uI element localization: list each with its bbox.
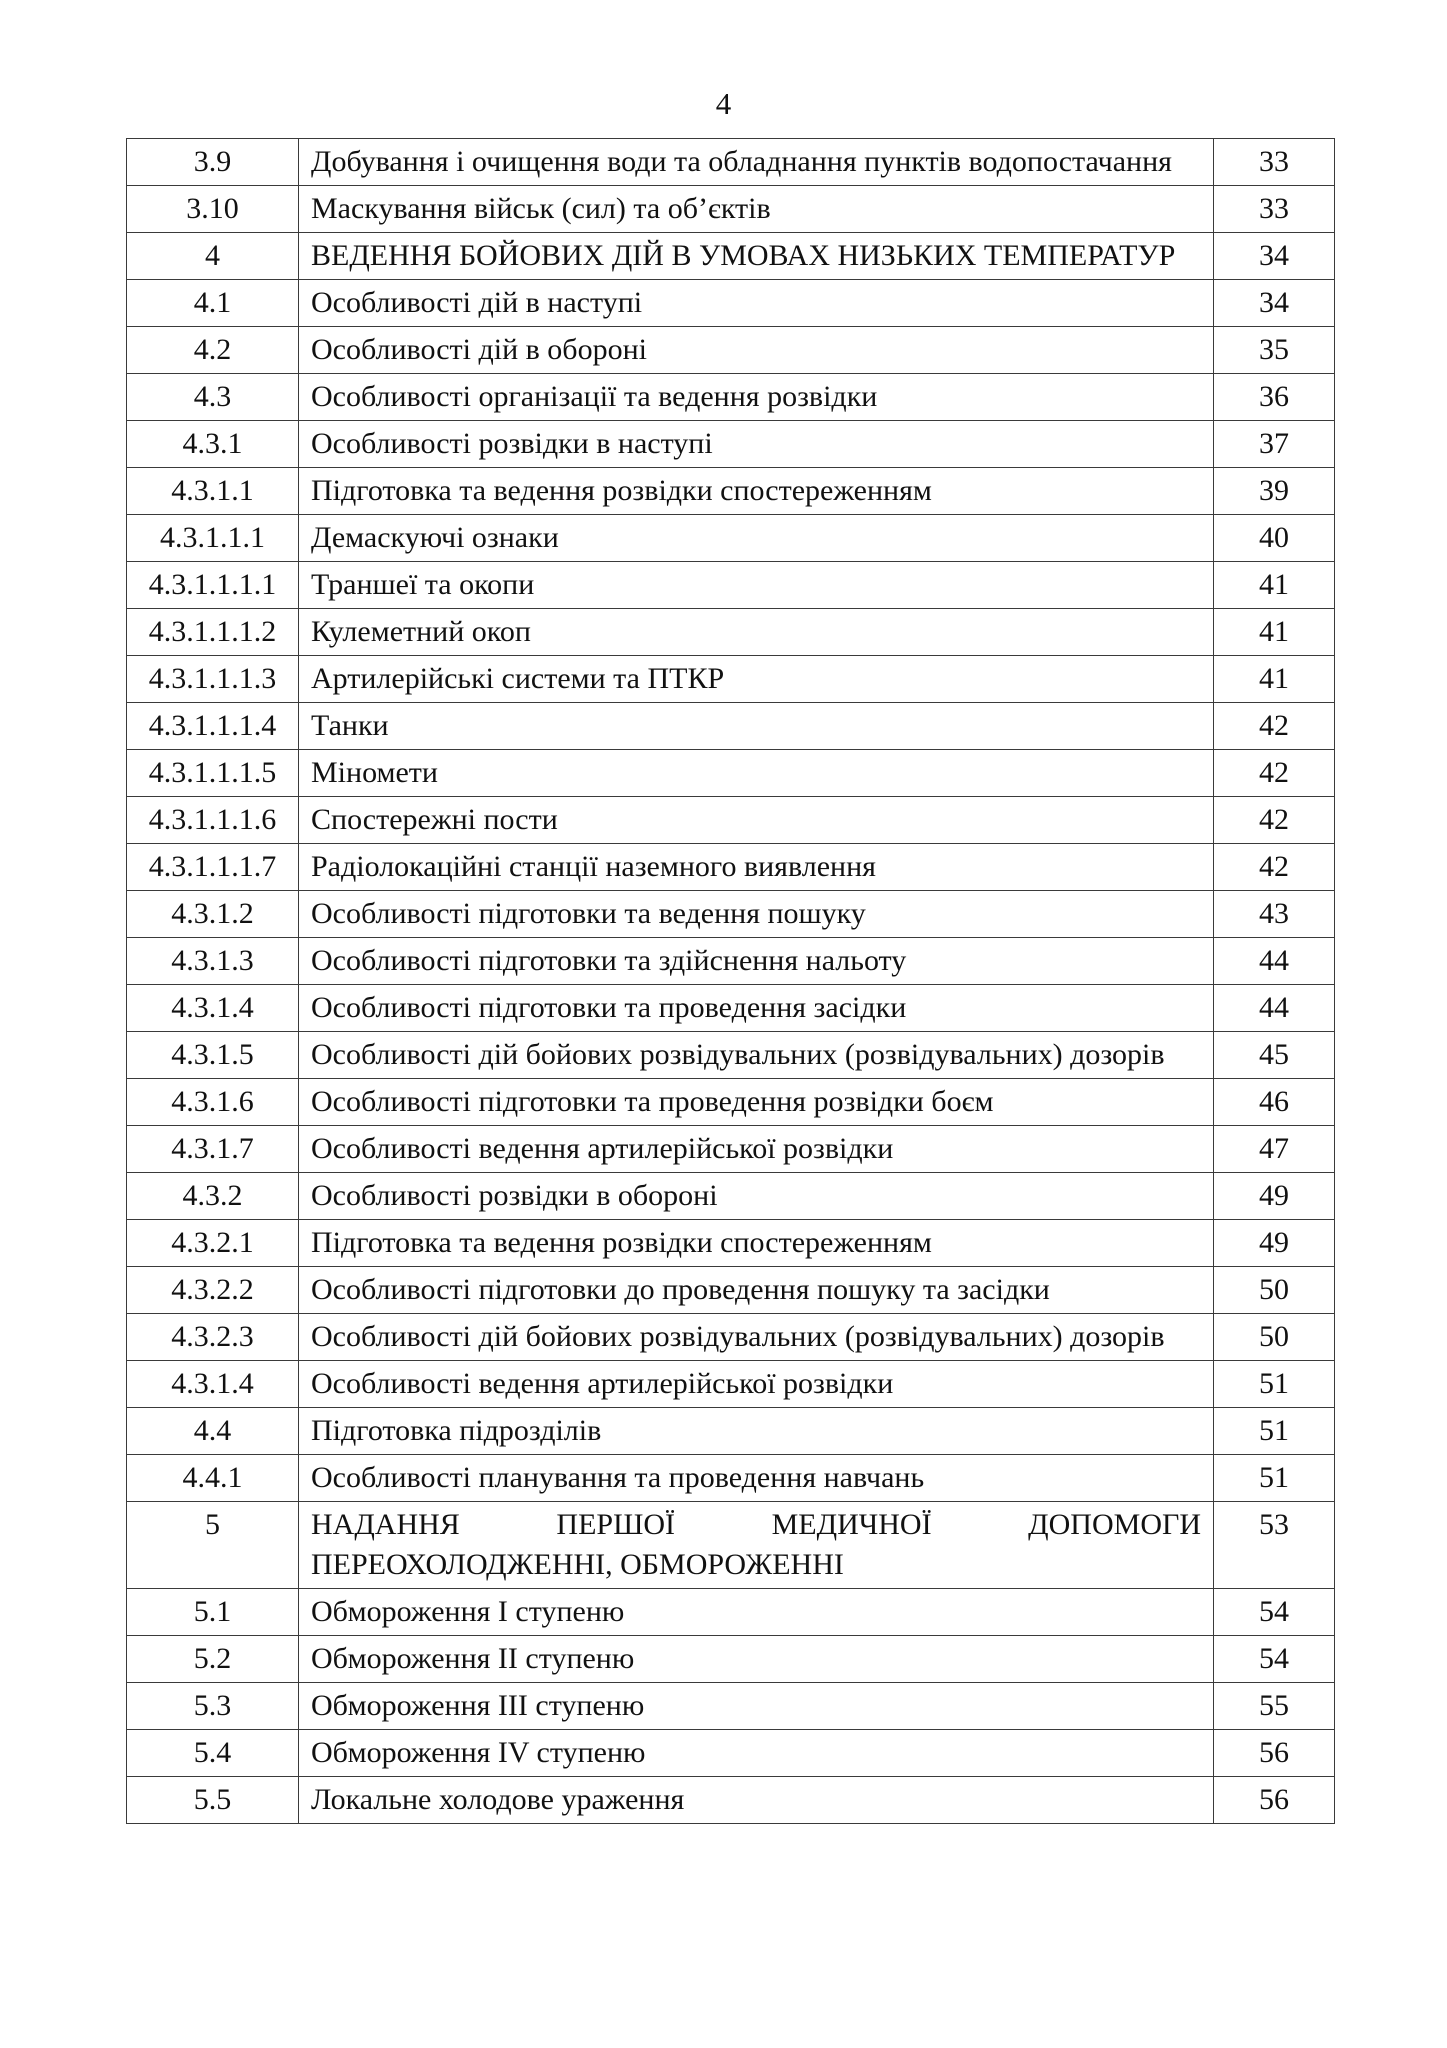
toc-row [127,515,1335,562]
section-title: НАДАННЯ ПЕРШОЇ МЕДИЧНОЇ ДОПОМОГИ ПЕРЕОХОЛОДЖЕННІ, ОБМОРОЖЕННІ [299,1502,1214,1589]
section-number: 4 [127,233,299,280]
toc-row [127,1361,1335,1408]
section-number: 4.3.1 [127,421,299,468]
section-title: Особливості підготовки до проведення пошуку та засідки [299,1267,1214,1314]
toc-row [127,1502,1335,1589]
section-title: Особливості дій бойових розвідувальних (розвідувальних) дозорів [299,1314,1214,1361]
page-ref: 45 [1214,1032,1335,1079]
section-number: 3.9 [127,139,299,186]
section-number: 4.3.1.1.1.6 [127,797,299,844]
toc-row [127,1126,1335,1173]
toc-row [127,1220,1335,1267]
toc-row [127,1777,1335,1824]
section-number: 4.3.1.4 [127,1361,299,1408]
section-title: Особливості організації та ведення розвідки [299,374,1214,421]
page-ref: 42 [1214,703,1335,750]
section-title: Особливості підготовки та проведення засідки [299,985,1214,1032]
section-number: 4.3.1.1.1.7 [127,844,299,891]
page-ref: 50 [1214,1314,1335,1361]
page-ref: 42 [1214,750,1335,797]
toc-row [127,327,1335,374]
section-number: 5.1 [127,1589,299,1636]
section-title: Добування і очищення води та обладнання пунктів водопостачання [299,139,1214,186]
section-title: Особливості розвідки в наступі [299,421,1214,468]
section-title: Артилерійські системи та ПТКР [299,656,1214,703]
section-title: Підготовка та ведення розвідки спостереженням [299,468,1214,515]
page-ref: 35 [1214,327,1335,374]
section-number: 4.3.1.1.1.5 [127,750,299,797]
page-ref: 33 [1214,186,1335,233]
table-of-contents [126,138,1335,1824]
page-ref: 42 [1214,844,1335,891]
section-number: 4.3.1.1.1 [127,515,299,562]
page-ref: 51 [1214,1361,1335,1408]
section-title: Локальне холодове ураження [299,1777,1214,1824]
section-number: 4.3.1.7 [127,1126,299,1173]
toc-row [127,891,1335,938]
toc-row [127,1079,1335,1126]
section-title: Обмороження ІІ ступеню [299,1636,1214,1683]
toc-row [127,750,1335,797]
section-title: Обмороження IV ступеню [299,1730,1214,1777]
page-ref: 56 [1214,1777,1335,1824]
toc-row [127,1032,1335,1079]
section-title: Особливості розвідки в обороні [299,1173,1214,1220]
page-number: 4 [715,86,732,121]
section-title: Обмороження ІІІ ступеню [299,1683,1214,1730]
toc-row [127,938,1335,985]
toc-row [127,374,1335,421]
section-title: Особливості ведення артилерійської розвідки [299,1361,1214,1408]
section-number: 5.5 [127,1777,299,1824]
section-title: Маскування військ (сил) та об’єктів [299,186,1214,233]
section-number: 4.4 [127,1408,299,1455]
section-title: Спостережні пости [299,797,1214,844]
section-number: 4.3.1.4 [127,985,299,1032]
section-title: Підготовка та ведення розвідки спостереженням [299,1220,1214,1267]
page-ref: 33 [1214,139,1335,186]
section-title: Радіолокаційні станції наземного виявлення [299,844,1214,891]
page-ref: 54 [1214,1589,1335,1636]
section-number: 4.3.1.5 [127,1032,299,1079]
toc-row [127,280,1335,327]
toc-row [127,139,1335,186]
section-title: Особливості дій в наступі [299,280,1214,327]
section-title: Особливості підготовки та проведення розвідки боєм [299,1079,1214,1126]
page-ref: 34 [1214,280,1335,327]
section-title: Кулеметний окоп [299,609,1214,656]
section-title: Особливості підготовки та ведення пошуку [299,891,1214,938]
toc-row [127,421,1335,468]
section-number: 4.3.2.1 [127,1220,299,1267]
section-title: Обмороження І ступеню [299,1589,1214,1636]
section-number: 5 [127,1502,299,1589]
section-title: ВЕДЕННЯ БОЙОВИХ ДІЙ В УМОВАХ НИЗЬКИХ ТЕМПЕРАТУР [299,233,1214,280]
section-title: Особливості підготовки та здійснення нальоту [299,938,1214,985]
section-number: 5.2 [127,1636,299,1683]
section-title: Демаскуючі ознаки [299,515,1214,562]
toc-row [127,1730,1335,1777]
toc-row [127,609,1335,656]
page-ref: 41 [1214,562,1335,609]
page-ref: 51 [1214,1455,1335,1502]
toc-row [127,1408,1335,1455]
section-title: Траншеї та окопи [299,562,1214,609]
toc-row [127,1683,1335,1730]
section-number: 4.3.2 [127,1173,299,1220]
page-ref: 43 [1214,891,1335,938]
toc-row [127,703,1335,750]
page-ref: 44 [1214,938,1335,985]
toc-row [127,562,1335,609]
section-number: 4.2 [127,327,299,374]
toc-row [127,468,1335,515]
page-ref: 37 [1214,421,1335,468]
section-number: 4.3.1.2 [127,891,299,938]
section-number: 3.10 [127,186,299,233]
page-ref: 53 [1214,1502,1335,1589]
toc-row [127,233,1335,280]
section-title: Особливості дій бойових розвідувальних (розвідувальних) дозорів [299,1032,1214,1079]
toc-body [127,139,1335,1824]
section-number: 4.3.1.1.1.4 [127,703,299,750]
page-ref: 54 [1214,1636,1335,1683]
page-ref: 56 [1214,1730,1335,1777]
section-title: Підготовка підрозділів [299,1408,1214,1455]
section-number: 4.3.1.1.1.3 [127,656,299,703]
section-title: Міномети [299,750,1214,797]
page-ref: 41 [1214,609,1335,656]
page-ref: 42 [1214,797,1335,844]
toc-row [127,985,1335,1032]
section-number: 4.3 [127,374,299,421]
section-title: Особливості ведення артилерійської розвідки [299,1126,1214,1173]
toc-row [127,844,1335,891]
page-ref: 49 [1214,1220,1335,1267]
section-number: 4.3.1.3 [127,938,299,985]
section-number: 4.3.1.1 [127,468,299,515]
section-number: 4.3.1.6 [127,1079,299,1126]
page-ref: 34 [1214,233,1335,280]
toc-row [127,797,1335,844]
section-title: Особливості планування та проведення навчань [299,1455,1214,1502]
toc-row [127,1636,1335,1683]
page-ref: 44 [1214,985,1335,1032]
page-ref: 47 [1214,1126,1335,1173]
section-number: 4.3.2.3 [127,1314,299,1361]
page-ref: 55 [1214,1683,1335,1730]
toc-row [127,1314,1335,1361]
toc-row [127,1589,1335,1636]
section-number: 4.3.1.1.1.1 [127,562,299,609]
section-number: 4.3.2.2 [127,1267,299,1314]
section-number: 5.3 [127,1683,299,1730]
toc-row [127,1267,1335,1314]
page-ref: 51 [1214,1408,1335,1455]
toc-row [127,1455,1335,1502]
page-ref: 40 [1214,515,1335,562]
toc-row [127,656,1335,703]
page-ref: 46 [1214,1079,1335,1126]
section-title: Танки [299,703,1214,750]
page-ref: 36 [1214,374,1335,421]
toc-row [127,1173,1335,1220]
section-number: 4.3.1.1.1.2 [127,609,299,656]
section-number: 4.1 [127,280,299,327]
section-number: 4.4.1 [127,1455,299,1502]
section-title: Особливості дій в обороні [299,327,1214,374]
toc-row [127,186,1335,233]
page-ref: 50 [1214,1267,1335,1314]
page-ref: 39 [1214,468,1335,515]
page-ref: 49 [1214,1173,1335,1220]
section-number: 5.4 [127,1730,299,1777]
page-ref: 41 [1214,656,1335,703]
